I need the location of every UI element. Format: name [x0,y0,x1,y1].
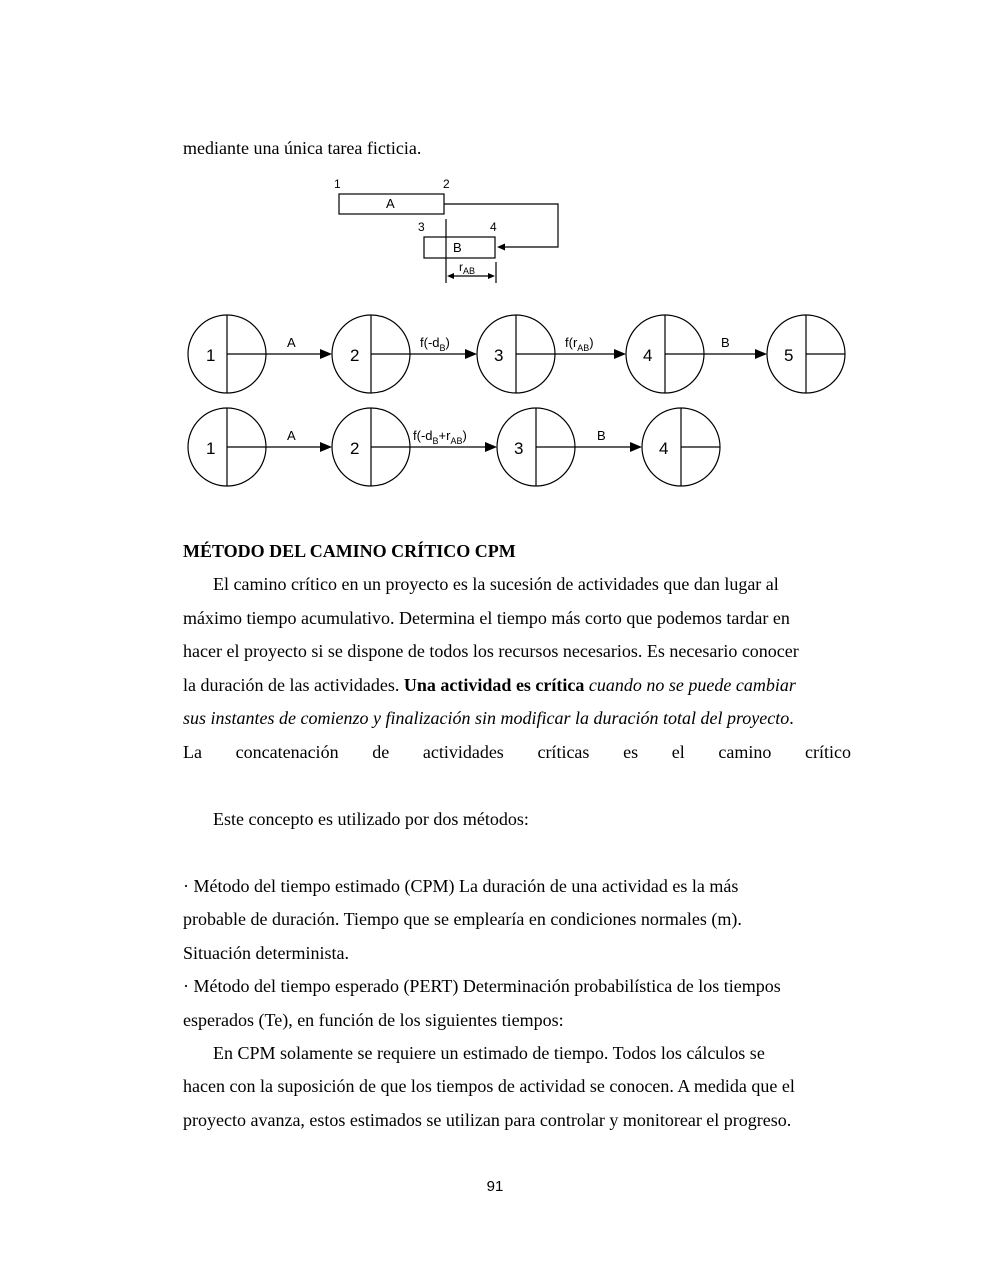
bar-b-label: B [453,240,462,255]
bullet1-line-2: probable de duración. Tiempo que se emplearía en condiciones normales (m). [183,909,742,929]
para3-line-3: proyecto avanza, estos estimados se utilizan para controlar y monitorear el progreso. [183,1110,792,1130]
net2-node-2-label: 2 [350,439,360,458]
lag-label [459,260,475,276]
para1-italic: cuando no se puede cambiar [584,675,796,695]
net2-arrowhead-a [320,442,332,452]
net1-node-5 [767,315,845,393]
para1-bold: Una actividad es crítica [403,675,585,695]
net2-arrowhead-f [485,442,497,452]
para1-plain: la duración de las actividades. [183,675,404,695]
node-4-label: 4 [490,220,497,234]
net1-arrowhead-a [320,349,332,359]
bullet1-line-1: · Método del tiempo estimado (CPM) La duración de una actividad es la más [183,876,739,896]
net1-arc-f1-label: $f(-d_B)$ [420,335,450,353]
net2-node-2 [332,408,410,486]
node-2-label: 2 [443,177,450,191]
net2-arc-a-label: A [287,428,296,443]
net1-arc-a-label: A [287,335,296,350]
net2-node-4-label: 4 [659,439,669,458]
net1-node-2 [332,315,410,393]
para1-italic-2: sus instantes de comienzo y finalización sin modificar la duración total del proyecto [183,708,790,728]
intro-line: mediante una única tarea ficticia. [183,138,422,158]
net2-arrowhead-b [630,442,642,452]
net1-node-3-label: 3 [494,346,504,365]
net2-node-3 [497,408,575,486]
bullet1-line-3: Situación determinista. [183,943,349,963]
lag-r: r [459,260,463,274]
network-diagram-2 [0,400,990,500]
para1-line-6: La concatenación de actividades críticas es el camino crítico [183,742,851,762]
node-3-label: 3 [418,220,425,234]
gantt-diagram [0,0,990,300]
node-1-label: 1 [334,177,341,191]
bullet2-line-2: esperados (Te), en función de los siguientes tiempos: [183,1010,564,1030]
net1-arc-b-label: B [721,335,730,350]
para1-line-3: hacer el proyecto si se dispone de todos los recursos necesarios. Es necesario conocer [183,641,799,661]
net1-arrowhead-f2 [614,349,626,359]
net1-arrowhead-f1 [465,349,477,359]
para3-line-1: En CPM solamente se requiere un estimado de tiempo. Todos los cálculos se [213,1043,765,1063]
bullet2-line-1: · Método del tiempo esperado (PERT) Determinación probabilística de los tiempos [183,976,781,996]
net1-node-5-label: 5 [784,346,794,365]
lag-sub: AB [463,266,476,276]
net1-arc-f2-label: $f(r_{AB})$ [565,335,594,353]
network-diagram-1 [0,300,990,400]
net1-arrowhead-b [755,349,767,359]
net1-node-4-label: 4 [643,346,653,365]
lag-arrowhead-right [488,273,495,279]
para1-line-2: máximo tiempo acumulativo. Determina el tiempo más corto que podemos tardar en [183,608,790,628]
net2-node-1-label: 1 [206,439,216,458]
lag-arrowhead-left [447,273,454,279]
link-arrowhead [497,244,505,251]
net2-node-4 [642,408,720,486]
para1-line-1: El camino crítico en un proyecto es la sucesión de actividades que dan lugar al [213,574,779,594]
net1-node-4 [626,315,704,393]
page-number: 91 [486,1178,504,1195]
bar-a-label: A [386,196,395,211]
net1-node-1-label: 1 [206,346,216,365]
net2-node-3-label: 3 [514,439,524,458]
net1-node-3 [477,315,555,393]
para1-line-5: sus instantes de comienzo y finalización sin modificar la duración total del proyecto. [183,708,794,728]
net1-node-1 [188,315,266,393]
net2-node-1 [188,408,266,486]
net2-arc-f-label: $f(-d_B+r_{AB})$ [413,428,467,446]
para3-line-2: hacen con la suposición de que los tiempos de actividad se conocen. A medida que el [183,1076,795,1096]
para1-line-4 [183,669,851,703]
net1-node-2-label: 2 [350,346,360,365]
para2: Este concepto es utilizado por dos métodos: [213,809,529,829]
net2-arc-b-label: B [597,428,606,443]
section-title: MÉTODO DEL CAMINO CRÍTICO CPM [183,541,516,561]
